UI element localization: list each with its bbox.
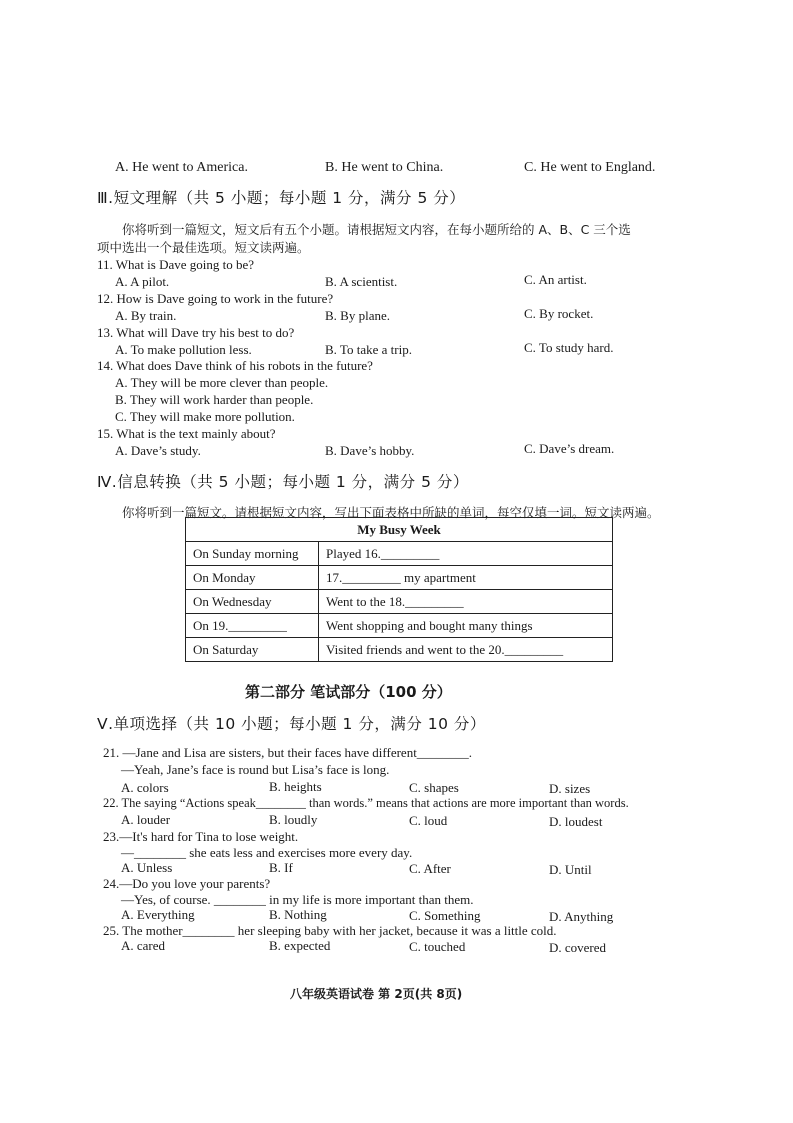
section3-title: Ⅲ.短文理解（共 5 小题；每小题 1 分，满分 5 分） <box>97 189 466 207</box>
section4-title: Ⅳ.信息转换（共 5 小题；每小题 1 分，满分 5 分） <box>97 473 469 491</box>
q22-option-d: D. loudest <box>549 814 603 829</box>
q11-option-c: C. An artist. <box>524 272 587 287</box>
q24-option-c: C. Something <box>409 908 481 923</box>
q15-option-b: B. Dave’s hobby. <box>325 443 415 458</box>
question-24: 24.—Do you love your parents? <box>103 876 271 891</box>
q23-option-d: D. Until <box>549 862 592 877</box>
q21-option-c: C. shapes <box>409 780 459 795</box>
question-15: 15. What is the text mainly about? <box>97 426 276 441</box>
q23-option-c: C. After <box>409 861 451 876</box>
q25-option-b: B. expected <box>269 938 331 953</box>
q24-option-b: B. Nothing <box>269 907 327 922</box>
q11-option-b: B. A scientist. <box>325 274 398 289</box>
section5-title: Ⅴ.单项选择（共 10 小题；每小题 1 分，满分 10 分） <box>97 715 486 733</box>
table-title-row <box>186 518 613 542</box>
q24-option-a: A. Everything <box>121 907 195 922</box>
q14-option-c: C. They will make more pollution. <box>115 409 295 424</box>
q14-option-b: B. They will work harder than people. <box>115 392 314 407</box>
table-row <box>186 590 613 614</box>
q23-option-b: B. If <box>269 860 293 875</box>
q13-option-b: B. To take a trip. <box>325 342 412 357</box>
table-cell-activity: Visited friends and went to the 20._________ <box>319 638 613 662</box>
section3-instruction-2: 项中选出一个最佳选项。短文读两遍。 <box>97 240 310 255</box>
table-cell-activity: Played 16._________ <box>319 542 613 566</box>
q22-option-a: A. louder <box>121 812 171 827</box>
table-row <box>186 614 613 638</box>
q25-option-a: A. cared <box>121 938 166 953</box>
q14-option-a: A. They will be more clever than people. <box>115 375 329 390</box>
q25-option-c: C. touched <box>409 939 466 954</box>
q15-option-a: A. Dave’s study. <box>115 443 201 458</box>
q23-option-a: A. Unless <box>121 860 173 875</box>
table-cell-day: On 19._________ <box>186 614 319 638</box>
part2-title: 第二部分 笔试部分（100 分） <box>245 683 452 701</box>
top-option-a: A. He went to America. <box>115 160 248 175</box>
question-14: 14. What does Dave think of his robots in the future? <box>97 358 373 373</box>
table-title: My Busy Week <box>186 518 613 542</box>
q12-option-b: B. By plane. <box>325 308 390 323</box>
q21-option-b: B. heights <box>269 779 322 794</box>
q11-option-a: A. A pilot. <box>115 274 170 289</box>
question-25: 25. The mother________ her sleeping baby with her jacket, because it was a little cold. <box>103 923 557 938</box>
table-cell-day: On Saturday <box>186 638 319 662</box>
question-11: 11. What is Dave going to be? <box>97 257 255 272</box>
table-cell-day: On Sunday morning <box>186 542 319 566</box>
my-busy-week-table <box>185 517 613 662</box>
question-23-reply: —________ she eats less and exercises more every day. <box>121 845 413 860</box>
q13-option-c: C. To study hard. <box>524 340 614 355</box>
question-21-reply: —Yeah, Jane’s face is round but Lisa’s face is long. <box>121 762 390 777</box>
top-option-b: B. He went to China. <box>325 160 444 175</box>
top-option-c: C. He went to England. <box>524 160 656 175</box>
table-row <box>186 638 613 662</box>
page-footer: 八年级英语试卷 第 2页(共 8页) <box>290 987 463 1001</box>
q24-option-d: D. Anything <box>549 909 614 924</box>
question-12: 12. How is Dave going to work in the future? <box>97 291 334 306</box>
table-cell-activity: 17._________ my apartment <box>319 566 613 590</box>
section4-instruction: 你将听到一篇短文。请根据短文内容，写出下面表格中所缺的单词，每空仅填一词。短文读两遍。 <box>122 505 660 520</box>
question-21: 21. —Jane and Lisa are sisters, but their faces have different________. <box>103 745 473 760</box>
q15-option-c: C. Dave’s dream. <box>524 441 615 456</box>
question-13: 13. What will Dave try his best to do? <box>97 325 295 340</box>
table-cell-day: On Monday <box>186 566 319 590</box>
q13-option-a: A. To make pollution less. <box>115 342 252 357</box>
q21-option-a: A. colors <box>121 780 169 795</box>
q25-option-d: D. covered <box>549 940 607 955</box>
q12-option-c: C. By rocket. <box>524 306 594 321</box>
question-23: 23.—It's hard for Tina to lose weight. <box>103 829 299 844</box>
table-cell-day: On Wednesday <box>186 590 319 614</box>
q22-option-c: C. loud <box>409 813 448 828</box>
table-row <box>186 566 613 590</box>
question-24-reply: —Yes, of course. ________ in my life is more important than them. <box>121 892 474 907</box>
section3-instruction-1: 你将听到一篇短文，短文后有五个小题。请根据短文内容，在每小题所给的 A、B、C 三个选 <box>122 222 631 237</box>
table-row <box>186 542 613 566</box>
q22-option-b: B. loudly <box>269 812 318 827</box>
q12-option-a: A. By train. <box>115 308 177 323</box>
question-22: 22. The saying “Actions speak________ than words.” means that actions are more important than words. <box>103 796 629 810</box>
table-cell-activity: Went shopping and bought many things <box>319 614 613 638</box>
q21-option-d: D. sizes <box>549 781 591 796</box>
table-cell-activity: Went to the 18._________ <box>319 590 613 614</box>
